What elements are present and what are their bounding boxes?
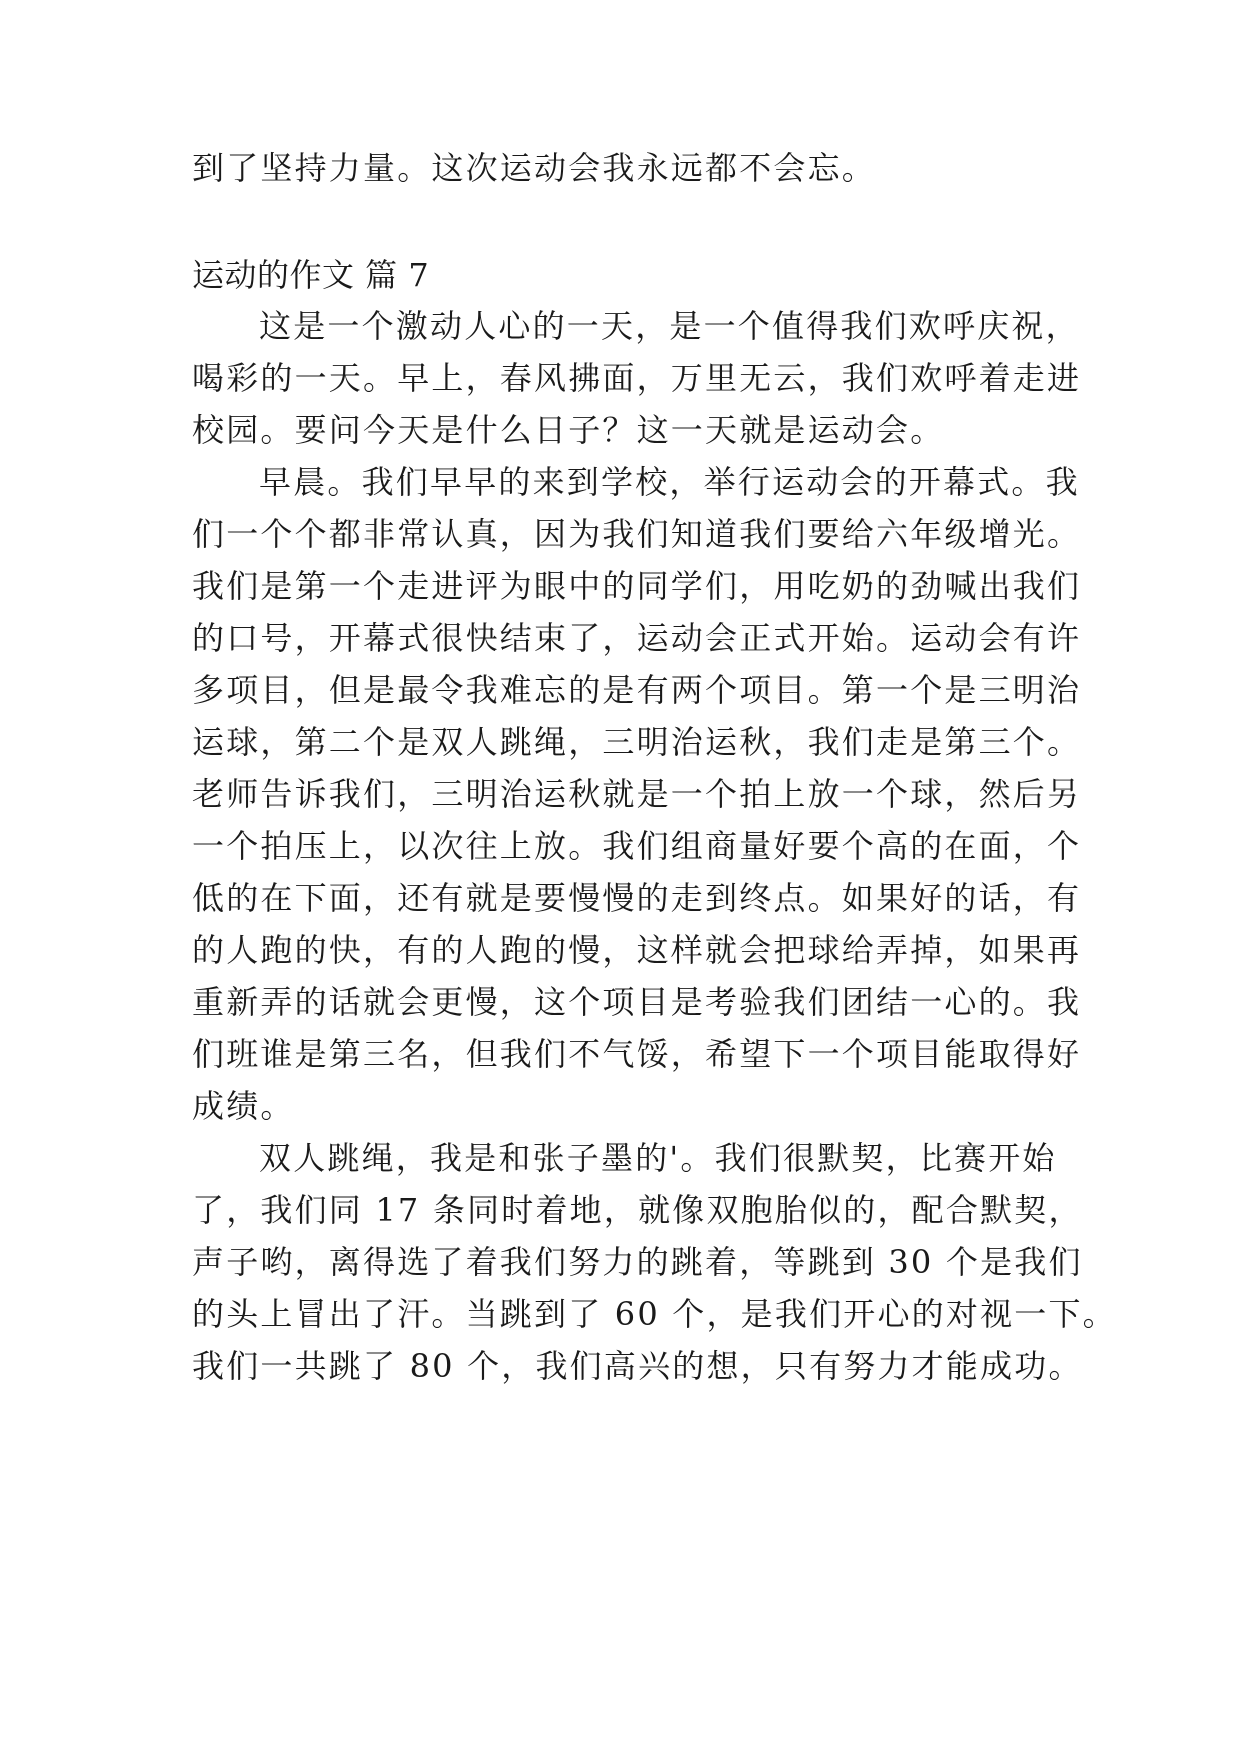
paragraph-2-line-9: 低的在下面，还有就是要慢慢的走到终点。如果好的话，有: [192, 879, 1082, 917]
paragraph-2-line-6: 运球，第二个是双人跳绳，三明治运秋，我们走是第三个。: [192, 723, 1082, 761]
paragraph-2-line-5: 多项目，但是最令我难忘的是有两个项目。第一个是三明治: [192, 671, 1082, 709]
paragraph-2-line-7: 老师告诉我们，三明治运秋就是一个拍上放一个球，然后另: [192, 775, 1082, 813]
paragraph-1-line-1: 这是一个激动人心的一天，是一个值得我们欢呼庆祝，: [259, 307, 1080, 345]
paragraph-2-line-2: 们一个个都非常认真，因为我们知道我们要给六年级增光。: [192, 515, 1082, 553]
paragraph-3-line-5: 我们一共跳了 80 个，我们高兴的想，只有努力才能成功。: [192, 1347, 1083, 1385]
paragraph-2-line-4: 的口号，开幕式很快结束了，运动会正式开始。运动会有许: [192, 619, 1082, 657]
paragraph-2-line-10: 的人跑的快，有的人跑的慢，这样就会把球给弄掉，如果再: [192, 931, 1082, 969]
section-title: 运动的作文 篇 7: [192, 256, 430, 294]
paragraph-3-line-3: 声子哟，离得选了着我们努力的跳着，等跳到 30 个是我们: [192, 1243, 1083, 1281]
paragraph-1-line-2: 喝彩的一天。早上，春风拂面，万里无云，我们欢呼着走进: [192, 359, 1082, 397]
paragraph-2-line-3: 我们是第一个走进评为眼中的同学们，用吃奶的劲喊出我们: [192, 567, 1082, 605]
paragraph-2-line-11: 重新弄的话就会更慢，这个项目是考验我们团结一心的。我: [192, 983, 1082, 1021]
paragraph-2-line-12: 们班谁是第三名，但我们不气馁，希望下一个项目能取得好: [192, 1035, 1082, 1073]
paragraph-3-line-4: 的头上冒出了汗。当跳到了 60 个，是我们开心的对视一下。: [192, 1295, 1117, 1333]
paragraph-3-line-1: 双人跳绳，我是和张子墨的'。我们很默契，比赛开始: [259, 1139, 1057, 1177]
carryover-line: 到了坚持力量。这次运动会我永远都不会忘。: [192, 149, 877, 187]
paragraph-2-line-1: 早晨。我们早早的来到学校，举行运动会的开幕式。我: [259, 463, 1080, 501]
paragraph-2-line-13: 成绩。: [192, 1087, 295, 1125]
paragraph-1-line-3: 校园。要问今天是什么日子？这一天就是运动会。: [192, 411, 945, 449]
paragraph-3-line-2: 了，我们同 17 条同时着地，就像双胞胎似的，配合默契，: [192, 1191, 1083, 1229]
paragraph-2-line-8: 一个拍压上，以次往上放。我们组商量好要个高的在面，个: [192, 827, 1082, 865]
